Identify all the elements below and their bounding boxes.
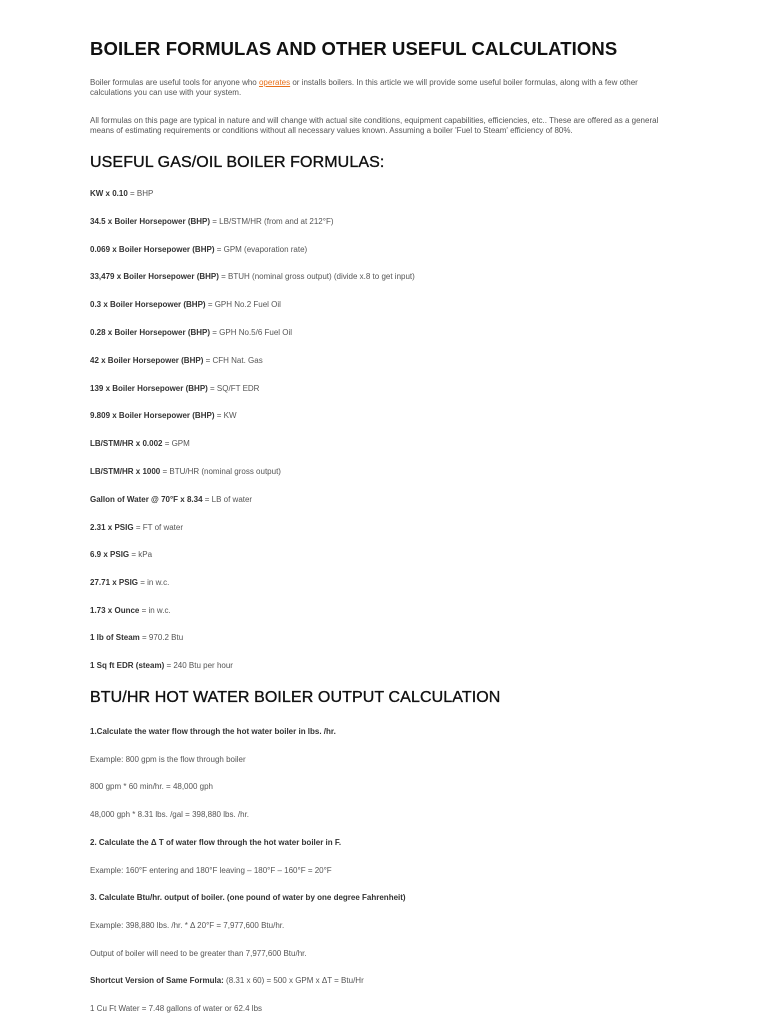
formula-line: Gallon of Water @ 70°F x 8.34 = LB of water	[90, 495, 253, 504]
conversion-note-line: 1 Cu Ft Water = 7.48 gallons of water or 62.4 lbs	[90, 1004, 263, 1013]
intro-paragraph	[90, 78, 680, 98]
calc-example-line: 800 gpm * 60 min/hr. = 48,000 gph	[90, 782, 213, 791]
formula-line: 42 x Boiler Horsepower (BHP) = CFH Nat. Gas	[90, 356, 263, 365]
section-heading-btu-calculation: BTU/HR HOT WATER BOILER OUTPUT CALCULATION	[90, 689, 501, 706]
calc-example-line: Example: 160°F entering and 180°F leaving – 180°F – 160°F = 20°F	[90, 866, 332, 875]
page-title: BOILER FORMULAS AND OTHER USEFUL CALCULATIONS	[90, 38, 618, 59]
shortcut-formula-line: Shortcut Version of Same Formula: (8.31 x 60) = 500 x GPM x ΔT = Btu/Hr	[90, 976, 364, 985]
calc-step-heading: 3. Calculate Btu/hr. output of boiler. (one pound of water by one degree Fahrenheit)	[90, 893, 406, 902]
section-heading-formulas: USEFUL GAS/OIL BOILER FORMULAS:	[90, 154, 385, 171]
formula-line: KW x 0.10 = BHP	[90, 189, 154, 198]
calc-example-line: 48,000 gph * 8.31 lbs. /gal = 398,880 lbs. /hr.	[90, 810, 250, 819]
formula-line: 0.3 x Boiler Horsepower (BHP) = GPH No.2 Fuel Oil	[90, 300, 281, 309]
formula-line: 33,479 x Boiler Horsepower (BHP) = BTUH (nominal gross output) (divide x.8 to get input)	[90, 272, 415, 281]
formula-line: 6.9 x PSIG = kPa	[90, 550, 153, 559]
calc-example-line: Example: 398,880 lbs. /hr. * Δ 20°F = 7,977,600 Btu/hr.	[90, 921, 285, 930]
formula-line: 1 lb of Steam = 970.2 Btu	[90, 633, 184, 642]
formula-line: 1 Sq ft EDR (steam) = 240 Btu per hour	[90, 661, 233, 670]
formula-line: LB/STM/HR x 0.002 = GPM	[90, 439, 190, 448]
calc-example-line: Output of boiler will need to be greater than 7,977,600 Btu/hr.	[90, 949, 307, 958]
intro-text-start: Boiler formulas are useful tools for anyone who	[90, 78, 259, 87]
formula-line: 9.809 x Boiler Horsepower (BHP) = KW	[90, 411, 237, 420]
formula-line: 0.069 x Boiler Horsepower (BHP) = GPM (evaporation rate)	[90, 245, 308, 254]
calc-example-line: Example: 800 gpm is the flow through boiler	[90, 755, 246, 764]
formula-line: 0.28 x Boiler Horsepower (BHP) = GPH No.5/6 Fuel Oil	[90, 328, 293, 337]
calc-step-heading: 2. Calculate the Δ T of water flow through the hot water boiler in F.	[90, 838, 342, 847]
formula-line: 139 x Boiler Horsepower (BHP) = SQ/FT EDR	[90, 384, 260, 393]
formula-line: 2.31 x PSIG = FT of water	[90, 523, 184, 532]
intro-text-end: or installs boilers. In this article we will provide some useful boiler formulas, along with a few other calculations you can use with your system.	[90, 78, 638, 97]
formula-line: 27.71 x PSIG = in w.c.	[90, 578, 170, 587]
formula-line: 1.73 x Ounce = in w.c.	[90, 606, 171, 615]
operates-link[interactable]: operates	[258, 78, 291, 87]
formula-line: LB/STM/HR x 1000 = BTU/HR (nominal gross output)	[90, 467, 281, 476]
formula-line: 34.5 x Boiler Horsepower (BHP) = LB/STM/HR (from and at 212°F)	[90, 217, 334, 226]
calc-step-heading: 1.Calculate the water flow through the hot water boiler in lbs. /hr.	[90, 727, 336, 736]
disclaimer-paragraph: All formulas on this page are typical in nature and will change with actual site conditions, equipment capabilities, efficiencies, etc.. These are offered as a general means of estimating requirements or conditions without all necessary values known. Assuming a boiler 'Fuel to Steam' efficiency of 80%.	[90, 116, 659, 135]
